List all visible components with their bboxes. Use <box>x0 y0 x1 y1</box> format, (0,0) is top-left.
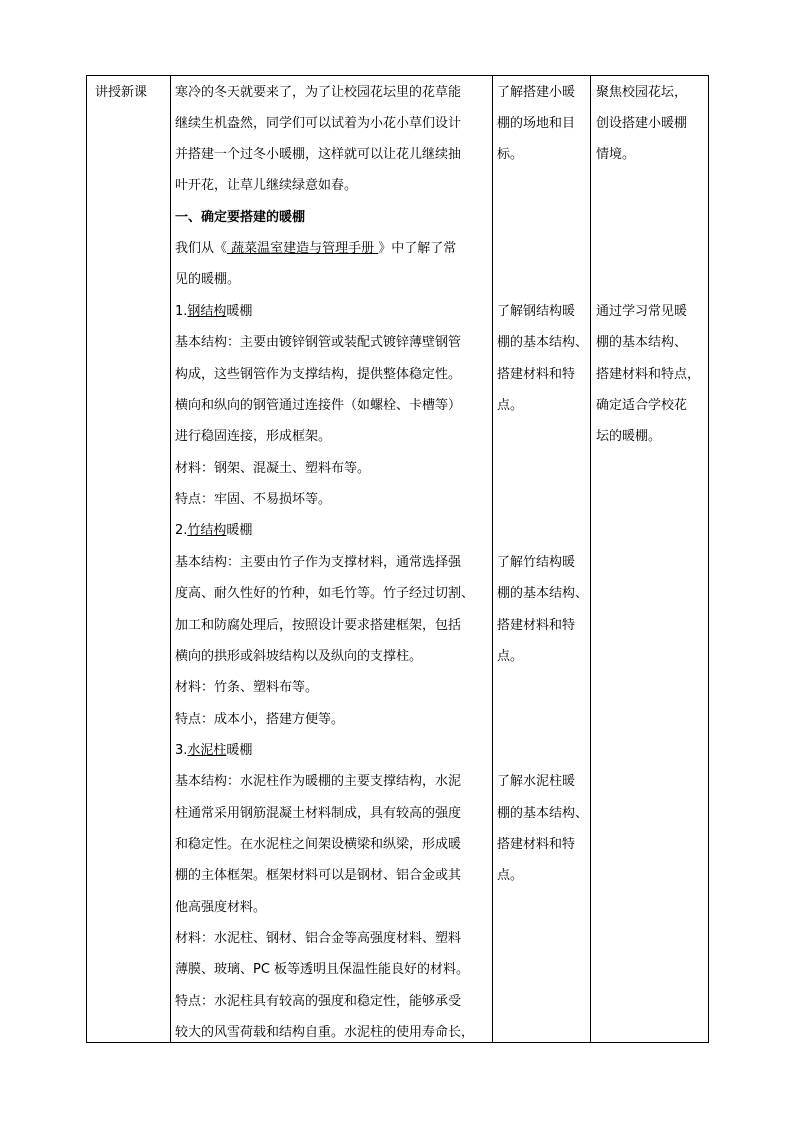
text-line: 特点：牢固、不易损坏等。 <box>175 492 332 507</box>
text-line: 横向和纵向的钢管通过连接件（如螺栓、卡槽等） <box>175 398 462 413</box>
intent-line: 搭建材料和特点， <box>596 367 701 382</box>
text-line: 较大的风雪荷载和结构自重。水泥柱的使用寿命长， <box>175 1025 475 1040</box>
text-line: 并搭建一个过冬小暖棚，这样就可以让花儿继续抽 <box>175 147 462 162</box>
intent-line: 通过学习常见暖 <box>596 304 688 319</box>
goal-line: 棚的基本结构、 <box>497 335 589 350</box>
section-label: 讲授新课 <box>95 85 148 100</box>
text-line: 构成，这些钢管作为支撑结构，提供整体稳定性。 <box>175 367 462 382</box>
goal-line: 点。 <box>497 398 524 413</box>
intent-line: 创设搭建小暖棚 <box>596 116 688 131</box>
intent-line: 情境。 <box>596 147 636 162</box>
text-line: 加工和防腐处理后，按照设计要求搭建框架，包括 <box>175 618 462 633</box>
text-line: 材料：钢架、混凝土、塑料布等。 <box>175 461 371 476</box>
subsection-title: 2.竹结构暖棚 <box>175 523 253 538</box>
text-line: 材料：水泥柱、钢材、铝合金等高强度材料、塑料 <box>175 931 462 946</box>
text-line: 我们从《 蔬菜温室建造与管理手册 》中了解了常 <box>175 241 457 256</box>
text-line: 材料：竹条、塑料布等。 <box>175 680 319 695</box>
text-line: 继续生机盎然，同学们可以试着为小花小草们设计 <box>175 116 462 131</box>
intent-line: 聚焦校园花坛， <box>596 85 688 100</box>
text-line: 他高强度材料。 <box>175 900 267 915</box>
goal-line: 搭建材料和特 <box>497 618 576 633</box>
column-divider <box>492 76 493 1042</box>
book-title: 蔬菜温室建造与管理手册 <box>227 241 379 256</box>
goal-line: 了解搭建小暖 <box>497 85 576 100</box>
column-divider <box>590 76 591 1042</box>
text-line: 棚的主体框架。框架材料可以是钢材、铝合金或其 <box>175 868 462 883</box>
text-line: 柱通常采用钢筋混凝土材料制成，具有较高的强度 <box>175 806 462 821</box>
goal-line: 了解水泥柱暖 <box>497 774 576 789</box>
goal-line: 棚的场地和目 <box>497 116 576 131</box>
text-line: 和稳定性。在水泥柱之间架设横梁和纵梁，形成暖 <box>175 837 462 852</box>
subsection-title: 1.钢结构暖棚 <box>175 304 253 319</box>
text-line: 基本结构：主要由镀锌钢管或装配式镀锌薄壁钢管 <box>175 335 462 350</box>
text-line: 叶开花，让草儿继续绿意如春。 <box>175 178 358 193</box>
text-line: 横向的拱形或斜坡结构以及纵向的支撑柱。 <box>175 649 423 664</box>
goal-line: 棚的基本结构、 <box>497 586 589 601</box>
goal-line: 了解竹结构暖 <box>497 555 576 570</box>
text-line: 基本结构：主要由竹子作为支撑材料，通常选择强 <box>175 555 462 570</box>
goal-line: 搭建材料和特 <box>497 367 576 382</box>
text-line: 特点：水泥柱具有较高的强度和稳定性，能够承受 <box>175 994 462 1009</box>
column-divider <box>170 76 171 1042</box>
text-line: 薄膜、玻璃、PC 板等透明且保温性能良好的材料。 <box>175 962 470 977</box>
goal-line: 标。 <box>497 147 524 162</box>
text-line: 基本结构：水泥柱作为暖棚的主要支撑结构，水泥 <box>175 774 462 789</box>
text-line: 寒冷的冬天就要来了，为了让校园花坛里的花草能 <box>175 85 462 100</box>
goal-line: 点。 <box>497 868 524 883</box>
text-line: 进行稳固连接，形成框架。 <box>175 429 332 444</box>
text-line: 度高、耐久性好的竹种，如毛竹等。竹子经过切割、 <box>175 586 475 601</box>
goal-line: 搭建材料和特 <box>497 837 576 852</box>
text-line: 见的暖棚。 <box>175 272 241 287</box>
section-heading: 一、确定要搭建的暖棚 <box>175 210 306 225</box>
intent-line: 坛的暖棚。 <box>596 429 662 444</box>
goal-line: 点。 <box>497 649 524 664</box>
lesson-table <box>86 75 709 1043</box>
goal-line: 了解钢结构暖 <box>497 304 576 319</box>
subsection-title: 3.水泥柱暖棚 <box>175 743 253 758</box>
goal-line: 棚的基本结构、 <box>497 806 589 821</box>
text-line: 特点：成本小，搭建方便等。 <box>175 712 345 727</box>
intent-line: 棚的基本结构、 <box>596 335 688 350</box>
intent-line: 确定适合学校花 <box>596 398 688 413</box>
